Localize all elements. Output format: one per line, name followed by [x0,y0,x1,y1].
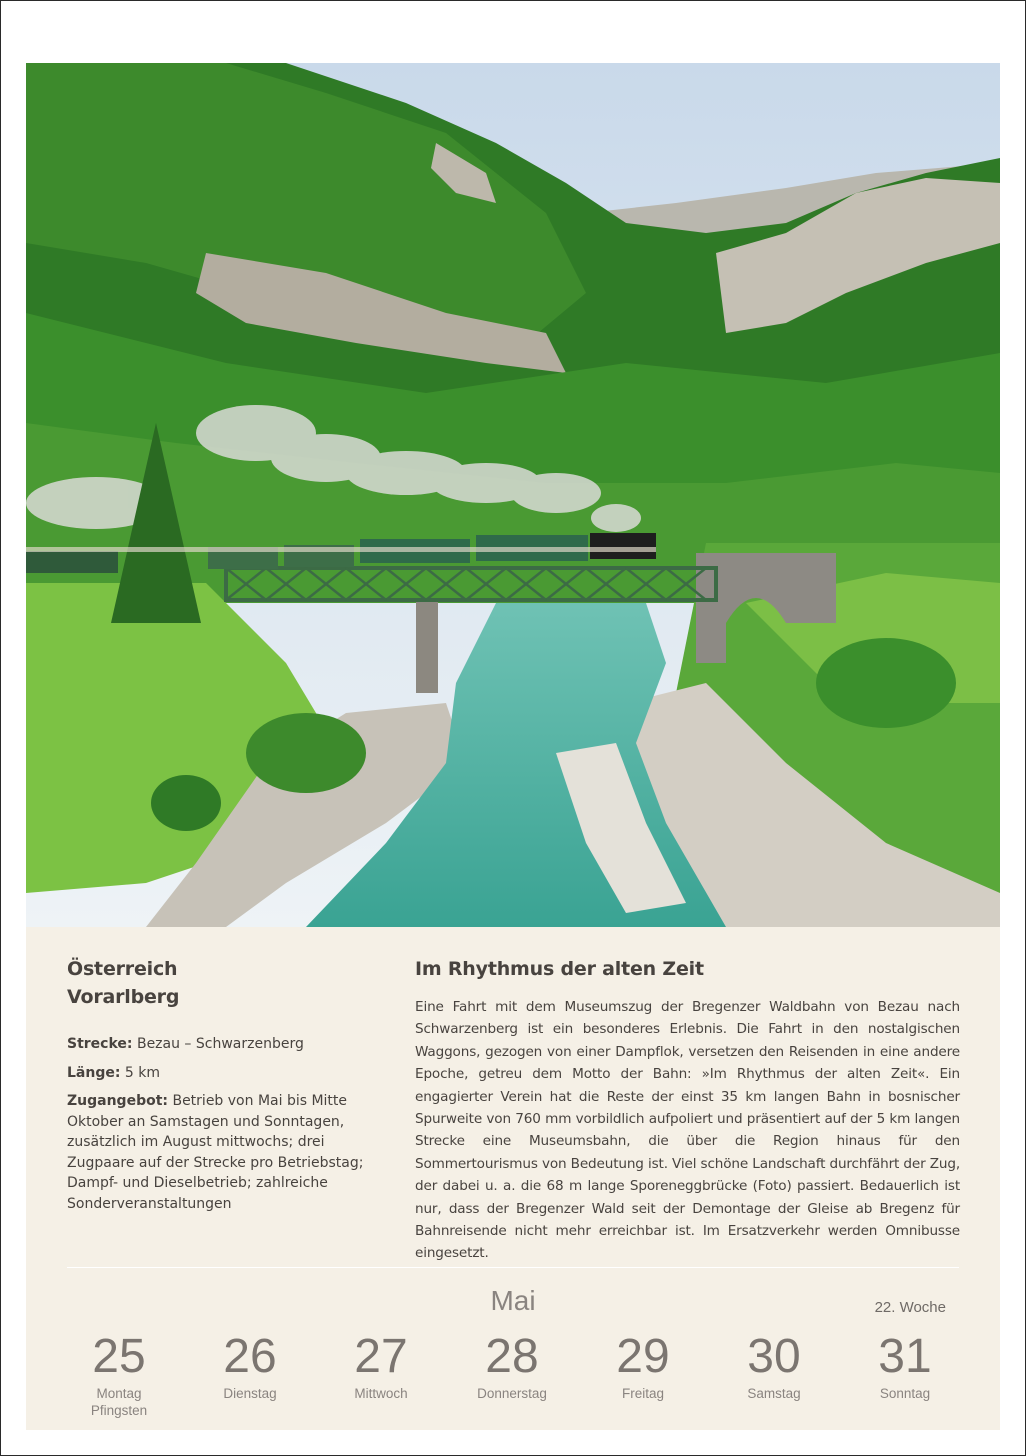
week-label: 22. Woche [874,1299,946,1316]
fact-value: Bezau – Schwarzenberg [132,1036,304,1052]
weekday-name: Donnerstag [477,1386,547,1401]
calendar-day [452,1329,572,1402]
day-number: 27 [354,1330,408,1383]
day-number: 30 [747,1330,801,1383]
weekday-name: Sonntag [879,1386,931,1401]
month-label: Mai [490,1285,536,1316]
weekday-name: Dienstag [223,1386,277,1401]
fact-label: Länge: [67,1064,121,1081]
photo-illustration [26,63,1000,927]
day-number: 31 [878,1330,932,1383]
day-number: 29 [616,1330,670,1383]
country-name: Österreich [67,958,178,980]
fact-route [67,1034,367,1055]
fact-service [67,1091,367,1214]
holiday-name: Pfingsten [90,1403,148,1418]
article-title: Im Rhythmus der alten Zeit [415,958,704,980]
fact-value: 5 km [120,1064,161,1081]
region-heading [67,955,367,1011]
weekday-name: Mittwoch [354,1386,408,1401]
calendar-day [59,1329,179,1419]
route-facts [67,1034,367,1222]
fact-label: Strecke: [67,1036,133,1052]
weekday-name: Montag [96,1386,142,1401]
fact-label: Zugangebot: [67,1093,169,1109]
fact-value: Betrieb von Mai bis Mitte Oktober an Samstagen und Sonntagen, zusätzlich im August mittwochs; drei Zugpaare auf der Strecke pro Betriebstag; Dampf- und Dieselbetrieb; zahlreiche Sonderveranstaltungen [67,1093,364,1212]
article-body: Eine Fahrt mit dem Museumszug der Bregenzer Waldbahn von Bezau nach Schwarzenberg ist ein besonderes Erlebnis. Die Fahrt in den nostalgischen Waggons, gezogen von einer Dampflok, versetzen den Reisenden in eine andere Epoche, getreu dem Motto der Bahn: »Im Rhythmus der alten Zeit«. Ein engagierter Verein hat die Reste der einst 35 km langen Bahn in bosnischer Spurweite von 760 mm vorbildlich aufpoliert und präsentiert auf der 5 km langen Strecke eine Museumsbahn, die über die Region hinaus für den Sommertourismus von Bedeutung ist. Viel schöne Landschaft durchfährt der Zug, der dabei u. a. die 68 m lange Sporeneggbrücke (Foto) passiert. Bedauerlich ist nur, dass der Bregenzer Wald seit der Demontage der Gleise ab Bregenz für Bahnreisende nicht mehr erreichbar ist. Im Ersatzverkehr werden Omnibusse eingesetzt. [415,999,960,1262]
day-number: 28 [485,1330,539,1383]
day-number: 25 [92,1330,146,1383]
calendar-day [845,1329,965,1402]
calendar-day [190,1329,310,1402]
fact-length [67,1063,367,1084]
calendar-day [583,1329,703,1402]
weekday-name: Freitag [621,1386,665,1401]
day-number: 26 [223,1330,277,1383]
calendar-day [714,1329,834,1402]
info-panel [26,927,1000,1430]
divider [67,1267,959,1268]
landscape-photo [26,63,1000,927]
state-name: Vorarlberg [67,986,180,1008]
calendar-day [321,1329,441,1402]
weekday-name: Samstag [747,1386,801,1401]
